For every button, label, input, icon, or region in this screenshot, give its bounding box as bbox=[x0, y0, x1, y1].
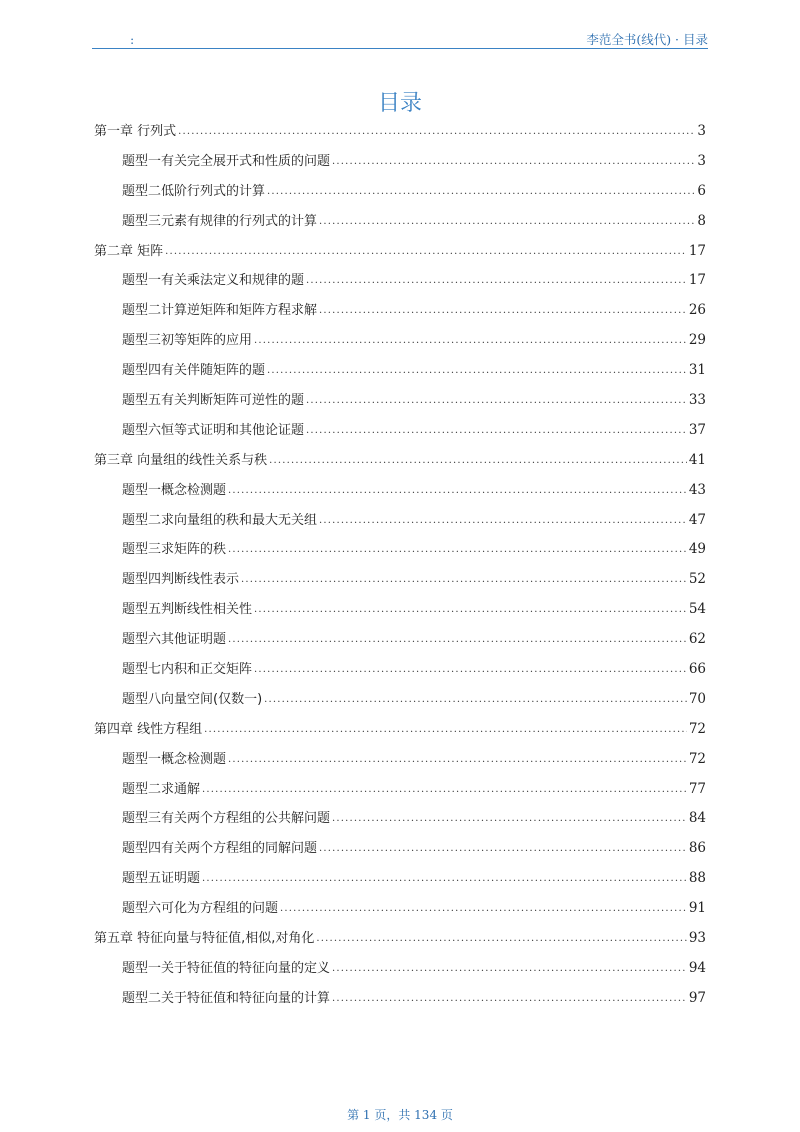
toc-entry-label: 题型五判断线性相关性 bbox=[122, 602, 253, 618]
toc-entry-page-number: 17 bbox=[688, 272, 706, 289]
toc-entry-page-number: 29 bbox=[688, 332, 706, 349]
toc-section-entry[interactable] bbox=[94, 266, 706, 296]
toc-dot-leader bbox=[202, 775, 687, 805]
toc-entry-page-number: 72 bbox=[688, 750, 706, 767]
toc-section-entry[interactable] bbox=[94, 386, 706, 416]
toc-section-entry[interactable] bbox=[94, 954, 706, 984]
toc-entry-label: 题型七内积和正交矩阵 bbox=[122, 662, 253, 678]
toc-entry-label: 第五章 特征向量与特征值,相似,对角化 bbox=[94, 931, 315, 947]
toc-entry-page-number: 86 bbox=[688, 840, 706, 857]
toc-entry-page-number: 94 bbox=[688, 959, 706, 976]
toc-entry-page-number: 37 bbox=[688, 421, 706, 438]
toc-section-entry[interactable] bbox=[94, 296, 706, 326]
toc-entry-page-number: 3 bbox=[697, 123, 706, 139]
toc-dot-leader bbox=[332, 984, 687, 1014]
toc-section-entry[interactable] bbox=[94, 864, 706, 894]
toc-entry-label: 题型一概念检测题 bbox=[122, 751, 227, 767]
page-title: 目录 bbox=[377, 91, 422, 116]
toc-entry-page-number: 70 bbox=[688, 690, 706, 707]
toc-dot-leader bbox=[228, 535, 687, 565]
toc-section-entry[interactable] bbox=[94, 506, 706, 536]
toc-section-entry[interactable] bbox=[94, 326, 706, 356]
toc-entry-label: 题型二关于特征值和特征向量的计算 bbox=[122, 990, 331, 1006]
toc-dot-leader bbox=[254, 326, 687, 356]
toc-section-entry[interactable] bbox=[94, 177, 706, 207]
toc-dot-leader bbox=[306, 416, 687, 446]
toc-entry-page-number: 6 bbox=[697, 182, 706, 199]
toc-dot-leader bbox=[319, 207, 694, 237]
toc-entry-page-number: 3 bbox=[697, 152, 706, 169]
toc-entry-page-number: 77 bbox=[688, 780, 706, 797]
toc-entry-page-number: 41 bbox=[688, 451, 706, 468]
toc-entry-label: 题型三初等矩阵的应用 bbox=[122, 333, 253, 349]
toc-dot-leader bbox=[280, 894, 687, 924]
toc-dot-leader bbox=[306, 266, 687, 296]
toc-chapter-entry[interactable] bbox=[94, 924, 706, 954]
toc-entry-page-number: 84 bbox=[688, 810, 706, 827]
toc-section-entry[interactable] bbox=[94, 565, 706, 595]
toc-section-entry[interactable] bbox=[94, 476, 706, 506]
toc-section-entry[interactable] bbox=[94, 685, 706, 715]
toc-entry-label: 题型二求向量组的秩和最大无关组 bbox=[122, 512, 318, 528]
toc-dot-leader bbox=[332, 804, 687, 834]
toc-section-entry[interactable] bbox=[94, 595, 706, 625]
toc-entry-label: 题型二求通解 bbox=[122, 781, 201, 797]
toc-chapter-entry[interactable] bbox=[94, 117, 706, 147]
toc-dot-leader bbox=[254, 595, 687, 625]
toc-section-entry[interactable] bbox=[94, 894, 706, 924]
toc-section-entry[interactable] bbox=[94, 655, 706, 685]
toc-entry-label: 第三章 向量组的线性关系与秩 bbox=[94, 452, 268, 468]
toc-entry-label: 题型二计算逆矩阵和矩阵方程求解 bbox=[122, 303, 318, 319]
toc-section-entry[interactable] bbox=[94, 745, 706, 775]
header-right-text: 李范全书(线代) · 目录 bbox=[586, 32, 708, 47]
toc-dot-leader bbox=[178, 117, 694, 147]
toc-section-entry[interactable] bbox=[94, 356, 706, 386]
toc-dot-leader bbox=[267, 356, 687, 386]
toc-entry-label: 题型四有关两个方程组的同解问题 bbox=[122, 841, 318, 857]
toc-entry-label: 题型四判断线性表示 bbox=[122, 572, 240, 588]
toc-dot-leader bbox=[332, 147, 694, 177]
toc-dot-leader bbox=[316, 924, 686, 954]
toc-entry-label: 题型五有关判断矩阵可逆性的题 bbox=[122, 393, 305, 409]
toc-entry-page-number: 43 bbox=[688, 481, 706, 498]
toc-entry-page-number: 26 bbox=[688, 302, 706, 319]
toc-entry-page-number: 47 bbox=[688, 511, 706, 528]
toc-section-entry[interactable] bbox=[94, 535, 706, 565]
toc-section-entry[interactable] bbox=[94, 147, 706, 177]
page-footer: 第 1 页，共 134 页 bbox=[347, 1108, 453, 1122]
toc-entry-label: 题型八向量空间(仅数一) bbox=[122, 691, 263, 707]
toc-section-entry[interactable] bbox=[94, 207, 706, 237]
toc-dot-leader bbox=[306, 386, 687, 416]
toc-entry-label: 题型四有关伴随矩阵的题 bbox=[122, 363, 266, 379]
toc-entry-label: 题型六可化为方程组的问题 bbox=[122, 901, 279, 917]
toc-entry-label: 第二章 矩阵 bbox=[94, 243, 164, 259]
toc-entry-page-number: 88 bbox=[688, 870, 706, 887]
toc-entry-label: 题型一有关乘法定义和规律的题 bbox=[122, 273, 305, 289]
toc-section-entry[interactable] bbox=[94, 984, 706, 1014]
toc-dot-leader bbox=[228, 625, 687, 655]
toc-entry-label: 题型一关于特征值的特征向量的定义 bbox=[122, 960, 331, 976]
toc-entry-page-number: 52 bbox=[688, 571, 706, 588]
toc-dot-leader bbox=[165, 237, 687, 267]
toc-section-entry[interactable] bbox=[94, 416, 706, 446]
toc-entry-label: 题型六恒等式证明和其他论证题 bbox=[122, 422, 305, 438]
toc-entry-label: 题型三有关两个方程组的公共解问题 bbox=[122, 811, 331, 827]
toc-dot-leader bbox=[332, 954, 687, 984]
toc-entry-page-number: 72 bbox=[688, 720, 706, 737]
toc-entry-page-number: 62 bbox=[688, 631, 706, 648]
toc-dot-leader bbox=[228, 476, 687, 506]
toc-entry-label: 题型一有关完全展开式和性质的问题 bbox=[122, 153, 331, 169]
toc-dot-leader bbox=[254, 655, 687, 685]
toc-section-entry[interactable] bbox=[94, 625, 706, 655]
toc-section-entry[interactable] bbox=[94, 804, 706, 834]
toc-chapter-entry[interactable] bbox=[94, 237, 706, 267]
toc-entry-label: 题型三求矩阵的秩 bbox=[122, 542, 227, 558]
toc-entry-page-number: 31 bbox=[688, 362, 706, 379]
toc-entry-page-number: 33 bbox=[688, 392, 706, 409]
toc-entry-label: 题型二低阶行列式的计算 bbox=[122, 183, 266, 199]
toc-section-entry[interactable] bbox=[94, 775, 706, 805]
toc-entry-label: 题型五证明题 bbox=[122, 871, 201, 887]
header-left-text: : bbox=[130, 32, 135, 47]
toc-entry-page-number: 91 bbox=[688, 900, 706, 917]
toc-entry-page-number: 66 bbox=[688, 661, 706, 678]
toc-entry-page-number: 49 bbox=[688, 541, 706, 558]
toc-entry-page-number: 54 bbox=[688, 601, 706, 618]
toc-entry-label: 题型一概念检测题 bbox=[122, 482, 227, 498]
toc-dot-leader bbox=[202, 864, 687, 894]
toc-dot-leader bbox=[228, 745, 687, 775]
toc-dot-leader bbox=[319, 834, 687, 864]
toc-dot-leader bbox=[319, 506, 687, 536]
page-header bbox=[92, 26, 708, 49]
toc-entry-page-number: 17 bbox=[688, 242, 706, 259]
toc-dot-leader bbox=[319, 296, 687, 326]
toc-entry-label: 第一章 行列式 bbox=[94, 124, 177, 139]
toc-entry-label: 题型六其他证明题 bbox=[122, 632, 227, 648]
table-of-contents bbox=[94, 117, 706, 1014]
toc-chapter-entry[interactable] bbox=[94, 446, 706, 476]
toc-entry-page-number: 8 bbox=[697, 212, 706, 229]
toc-section-entry[interactable] bbox=[94, 834, 706, 864]
toc-entry-label: 题型三元素有规律的行列式的计算 bbox=[122, 213, 318, 229]
toc-dot-leader bbox=[241, 565, 687, 595]
toc-dot-leader bbox=[204, 715, 687, 745]
toc-entry-page-number: 97 bbox=[688, 989, 706, 1006]
toc-dot-leader bbox=[269, 446, 687, 476]
toc-dot-leader bbox=[264, 685, 687, 715]
toc-chapter-entry[interactable] bbox=[94, 715, 706, 745]
toc-entry-page-number: 93 bbox=[688, 930, 706, 947]
toc-dot-leader bbox=[267, 177, 694, 207]
toc-entry-label: 第四章 线性方程组 bbox=[94, 721, 203, 737]
